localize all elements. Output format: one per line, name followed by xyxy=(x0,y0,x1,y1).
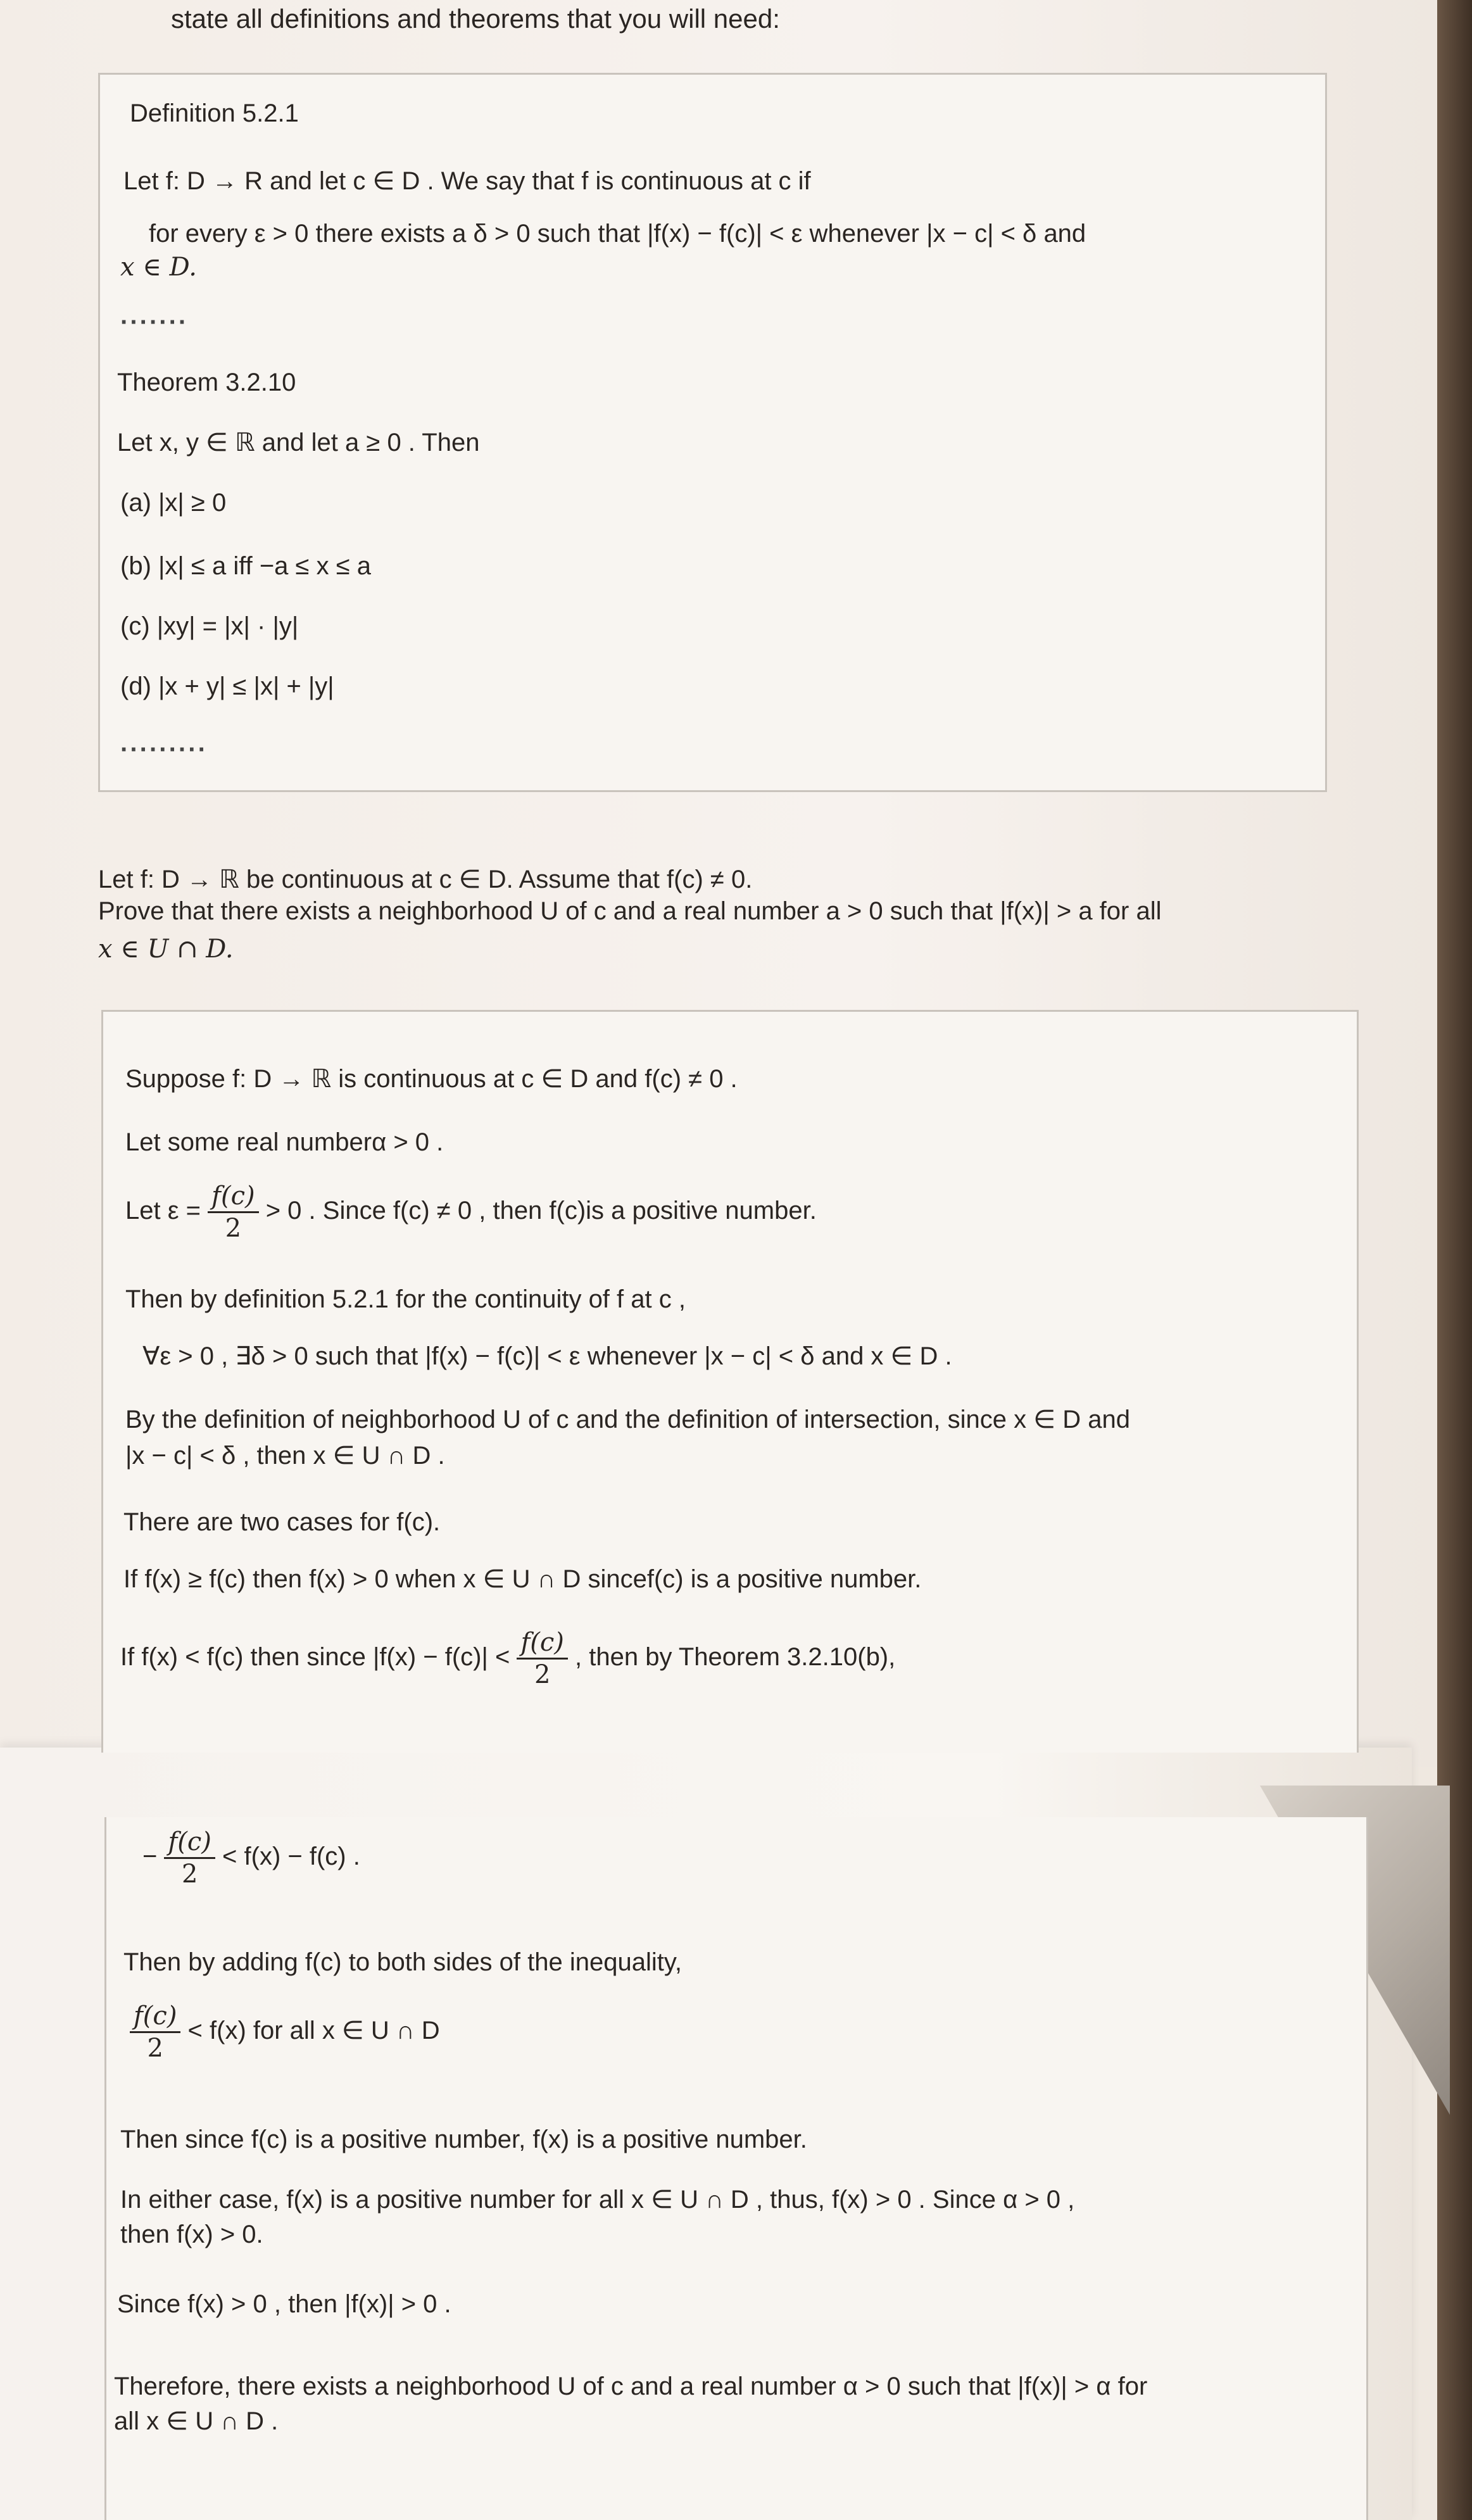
proof-line-12: Then by adding f(c) to both sides of the inequality, xyxy=(123,1948,683,1976)
proof-line-19: all x ∈ U ∩ D . xyxy=(114,2407,279,2435)
fraction-numerator: f(c) xyxy=(130,2001,180,2033)
minus-sign: − xyxy=(142,1843,158,1871)
definition-title: Definition 5.2.1 xyxy=(130,99,299,127)
proof-line-14: Then since f(c) is a positive number, f(x) is a positive number. xyxy=(120,2126,807,2153)
fraction-denominator: 2 xyxy=(181,1860,198,1889)
proof-line-9: If f(x) ≥ f(c) then f(x) > 0 when x ∈ U ∩ D sincef(c) is a positive number. xyxy=(123,1565,922,1593)
proof-line-5: ∀ε > 0 , ∃δ > 0 such that |f(x) − f(c)| < ε whenever |x − c| < δ and x ∈ D . xyxy=(142,1342,952,1370)
negative-bound-fraction xyxy=(164,1827,215,1889)
theorem-part-d: (d) |x + y| ≤ |x| + |y| xyxy=(120,672,334,700)
proof-line-16: then f(x) > 0. xyxy=(120,2221,263,2248)
background-edge xyxy=(1437,0,1472,2520)
proof-line-4: Then by definition 5.2.1 for the continuity of f at c , xyxy=(125,1285,686,1313)
fraction-numerator: f(c) xyxy=(208,1181,258,1213)
fraction-denominator: 2 xyxy=(147,2034,163,2063)
epsilon-fraction xyxy=(208,1181,258,1244)
definition-line-3: x ∈ D. xyxy=(120,253,197,282)
fraction-numerator: f(c) xyxy=(164,1827,215,1859)
proof-line-13-suffix: < f(x) for all x ∈ U ∩ D xyxy=(187,2017,440,2045)
proof-line-13 xyxy=(130,2001,440,2063)
proof-line-8: There are two cases for f(c). xyxy=(123,1508,441,1536)
definition-separator: ······· xyxy=(120,308,189,336)
proof-line-11-suffix: < f(x) − f(c) . xyxy=(222,1843,360,1871)
proof-line-3-prefix: Let ε = xyxy=(125,1197,201,1225)
theorem-part-b: (b) |x| ≤ a iff −a ≤ x ≤ a xyxy=(120,552,372,580)
intro-instruction: state all definitions and theorems that you will need: xyxy=(171,4,780,34)
theorem-part-c: (c) |xy| = |x| · |y| xyxy=(120,612,299,640)
definition-line-2: for every ε > 0 there exists a δ > 0 such that |f(x) − f(c)| < ε whenever |x − c| < δ and xyxy=(149,220,1086,248)
proof-box-bottom xyxy=(104,1817,1368,2520)
bound-fraction xyxy=(517,1627,567,1690)
problem-line-1: Let f: D → ℝ be continuous at c ∈ D. Assume that f(c) ≠ 0. xyxy=(98,866,753,893)
proof-line-6: By the definition of neighborhood U of c and the definition of intersection, since x ∈ D and xyxy=(125,1406,1130,1433)
proof-line-18: Therefore, there exists a neighborhood U of c and a real number α > 0 such that |f(x)| > α for xyxy=(114,2372,1148,2400)
proof-line-10 xyxy=(120,1627,895,1690)
lower-bound-fraction xyxy=(130,2001,180,2063)
theorem-line-1: Let x, y ∈ ℝ and let a ≥ 0 . Then xyxy=(117,429,480,457)
proof-line-1: Suppose f: D → ℝ is continuous at c ∈ D and f(c) ≠ 0 . xyxy=(125,1065,738,1093)
proof-line-10-prefix: If f(x) < f(c) then since |f(x) − f(c)| < xyxy=(120,1643,510,1672)
fraction-denominator: 2 xyxy=(225,1214,242,1243)
proof-line-7: |x − c| < δ , then x ∈ U ∩ D . xyxy=(125,1442,445,1470)
proof-line-3 xyxy=(125,1181,817,1244)
proof-line-10-suffix: , then by Theorem 3.2.10(b), xyxy=(575,1643,896,1672)
definition-line-1: Let f: D → R and let c ∈ D . We say that f is continuous at c if xyxy=(123,167,811,195)
problem-line-3: x ∈ U ∩ D. xyxy=(98,935,234,964)
proof-line-11 xyxy=(142,1827,360,1889)
fraction-numerator: f(c) xyxy=(517,1627,567,1660)
theorem-part-a: (a) |x| ≥ 0 xyxy=(120,489,227,517)
proof-line-2: Let some real numberα > 0 . xyxy=(125,1128,444,1156)
proof-line-17: Since f(x) > 0 , then |f(x)| > 0 . xyxy=(117,2290,451,2318)
problem-line-2: Prove that there exists a neighborhood U of c and a real number a > 0 such that |f(x)| > a for all xyxy=(98,897,1162,925)
theorem-title: Theorem 3.2.10 xyxy=(117,369,296,396)
proof-line-15: In either case, f(x) is a positive number for all x ∈ U ∩ D , thus, f(x) > 0 . Since α > 0 , xyxy=(120,2186,1075,2214)
fraction-denominator: 2 xyxy=(534,1660,551,1689)
proof-line-3-suffix: > 0 . Since f(c) ≠ 0 , then f(c)is a positive number. xyxy=(265,1197,817,1225)
theorem-separator: ········· xyxy=(120,736,208,764)
